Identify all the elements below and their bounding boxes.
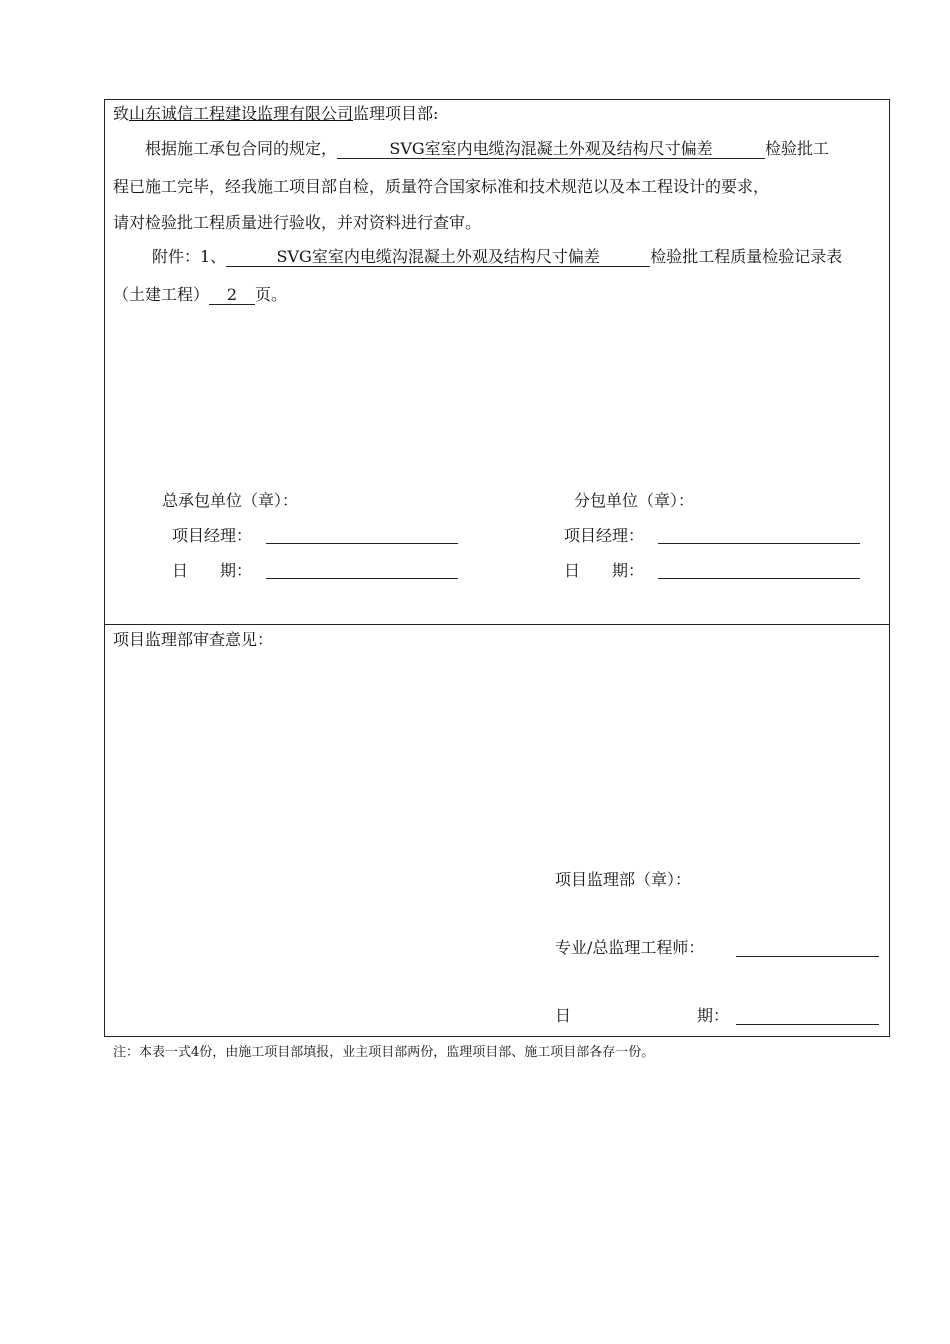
addressee-prefix: 致 xyxy=(113,104,130,123)
sub-date-label: 日 期： xyxy=(564,561,645,580)
subcontractor-label: 分包单位（章）： xyxy=(574,491,695,510)
body-line1-start: 根据施工承包合同的规定， xyxy=(145,139,338,158)
attachment-line-1 xyxy=(152,247,842,267)
page-count-field: 2 xyxy=(209,286,255,305)
attachment-line-2 xyxy=(113,285,287,305)
sub-date-line xyxy=(658,578,860,579)
general-pm-signature-line xyxy=(266,543,458,544)
attachment-end: 检验批工程质量检验记录表 xyxy=(650,247,843,266)
company-name: 山东诚信工程建设监理有限公司 xyxy=(129,104,354,123)
attachment-name-field: SVG室室内电缆沟混凝土外观及结构尺寸偏差 xyxy=(226,248,650,267)
review-date-line xyxy=(736,1024,879,1025)
body-line-1 xyxy=(145,139,829,159)
general-date-line xyxy=(266,578,458,579)
addressee-line xyxy=(113,104,438,124)
section-divider xyxy=(105,624,889,625)
attachment-label: 附件：1、 xyxy=(152,247,227,266)
review-engineer-label: 专业/总监理工程师： xyxy=(555,938,705,957)
body-line1-end: 检验批工 xyxy=(765,139,830,158)
body-line-3: 请对检验批工程质量进行验收，并对资料进行查审。 xyxy=(113,213,482,232)
general-pm-label: 项目经理： xyxy=(172,526,253,545)
sub-pm-signature-line xyxy=(658,543,860,544)
page-unit: 页。 xyxy=(255,285,288,304)
sub-pm-label: 项目经理： xyxy=(564,526,645,545)
general-date-label: 日 期： xyxy=(172,561,253,580)
review-title: 项目监理部审查意见： xyxy=(113,630,274,649)
review-date-char2: 期： xyxy=(697,1006,730,1025)
project-name-field: SVG室室内电缆沟混凝土外观及结构尺寸偏差 xyxy=(337,140,765,159)
general-contractor-label: 总承包单位（章）： xyxy=(162,491,299,510)
attachment-line2-start: （土建工程） xyxy=(113,285,210,304)
body-line-2: 程已施工完毕，经我施工项目部自检，质量符合国家标准和技术规范以及本工程设计的要求， xyxy=(113,177,770,196)
review-engineer-line xyxy=(736,956,879,957)
review-dept-stamp: 项目监理部（章）： xyxy=(555,870,692,889)
review-date-char1: 日 xyxy=(555,1006,572,1025)
footnote: 注：本表一式4份，由施工项目部填报，业主项目部两份，监理项目部、施工项目部各存一份。 xyxy=(113,1045,655,1060)
addressee-suffix: 监理项目部: xyxy=(353,104,439,123)
